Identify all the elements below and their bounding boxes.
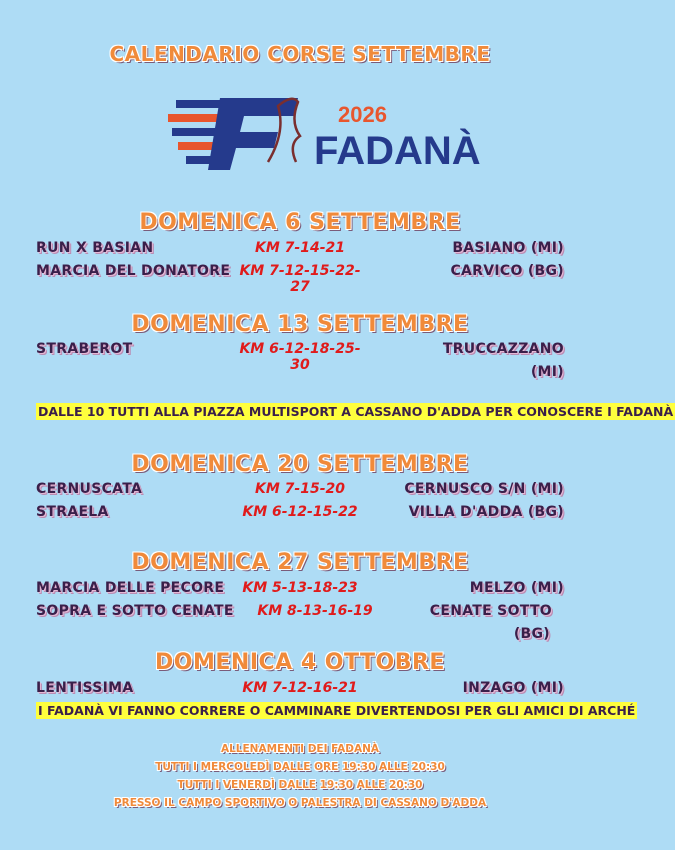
race-km: KM 5-13-18-23 (242, 580, 358, 596)
race-place: INZAGO (MI) (462, 680, 564, 696)
footer-line: PRESSO IL CAMPO SPORTIVO O PALESTRA DI CASSANO D'ADDA (113, 797, 487, 809)
section-heading: DOMENICA 20 SETTEMBRE (131, 452, 469, 477)
race-name: RUN X BASIAN (36, 240, 154, 256)
section-heading: DOMENICA 4 OTTOBRE (155, 650, 445, 675)
race-km: KM 6-12-15-22 (242, 504, 358, 520)
race-km: KM 7-15-20 (255, 481, 345, 497)
race-name: MARCIA DEL DONATORE (36, 263, 231, 279)
logo-name: FADANÀ (314, 129, 481, 173)
section-heading: DOMENICA 13 SETTEMBRE (131, 312, 469, 337)
race-place: CENATE SOTTO (429, 603, 552, 619)
race-place: TRUCCAZZANO (442, 341, 564, 357)
logo-year: 2026 (338, 102, 387, 127)
race-place: MELZO (MI) (469, 580, 564, 596)
race-km: KM 7-12-15-22-27 (239, 263, 361, 295)
race-place-province: (MI) (530, 364, 564, 380)
multisport-banner: DALLE 10 TUTTI ALLA PIAZZA MULTISPORT A CASSANO D'ADDA PER CONOSCERE I FADANÀ (38, 404, 674, 419)
race-name: CERNUSCATA (36, 481, 143, 497)
footer-line: ALLENAMENTI DEI FADANÀ (220, 743, 380, 755)
race-km: KM 6-12-18-25-30 (239, 341, 361, 373)
race-name: LENTISSIMA (36, 680, 134, 696)
fadana-logo (168, 92, 481, 174)
race-place: CARVICO (BG) (450, 263, 564, 279)
race-place: BASIANO (MI) (452, 240, 564, 256)
section-heading: DOMENICA 6 SETTEMBRE (139, 210, 461, 235)
footer-line: TUTTI I VENERDÌ DALLE 19:30 ALLE 20:30 (177, 779, 423, 791)
race-km: KM 8-13-16-19 (257, 603, 373, 619)
race-name: SOPRA E SOTTO CENATE (36, 603, 234, 619)
arche-banner: I FADANÀ VI FANNO CORRERE O CAMMINARE DIVERTENDOSI PER GLI AMICI DI ARCHÉ (38, 703, 636, 718)
section-heading: DOMENICA 27 SETTEMBRE (131, 550, 469, 575)
race-name: STRAELA (36, 504, 109, 520)
race-km: KM 7-12-16-21 (242, 680, 358, 696)
race-km: KM 7-14-21 (255, 240, 345, 256)
race-name: STRABEROT (36, 341, 133, 357)
race-name: MARCIA DELLE PECORE (36, 580, 225, 596)
race-place: VILLA D'ADDA (BG) (408, 504, 564, 520)
race-place: CERNUSCO S/N (MI) (404, 481, 564, 497)
runner-logo-icon (168, 92, 481, 174)
race-place-province: (BG) (513, 626, 550, 642)
footer-line: TUTTI I MERCOLEDÌ DALLE ORE 19:30 ALLE 20:30 (155, 761, 445, 773)
poster-title: CALENDARIO CORSE SETTEMBRE (109, 42, 491, 66)
